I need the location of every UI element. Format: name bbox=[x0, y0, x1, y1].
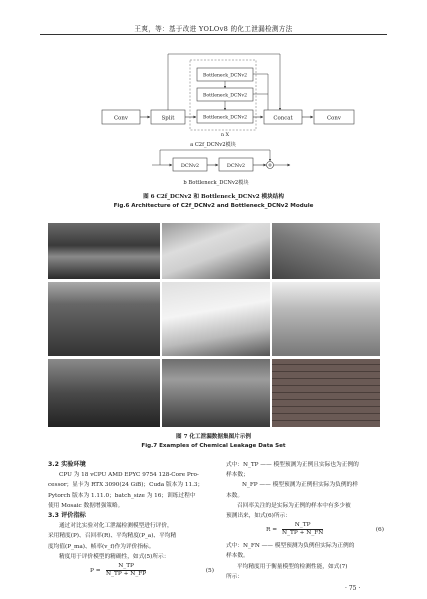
leak-photo-2 bbox=[162, 223, 270, 279]
fig6-caption-zh: 图 6 C2f_DCNv2 和 Bottleneck_DCNv2 模块结构 bbox=[143, 194, 284, 200]
equation-6 bbox=[226, 521, 386, 541]
dcn-label-1: DCNv2 bbox=[180, 163, 200, 169]
leak-photo-4 bbox=[48, 282, 160, 356]
eq6-lhs: R = bbox=[266, 527, 278, 534]
eval-line-3: 度均值(P_ma)、帧率(v_f)作为评价指标。 bbox=[48, 543, 155, 550]
eq5-lhs: P = bbox=[90, 568, 101, 575]
eq6-numerator: N_TP bbox=[282, 522, 323, 530]
eval-line-4: 精度用于评价模型的精确性，如式(5)所示： bbox=[59, 553, 170, 560]
left-column bbox=[48, 460, 216, 582]
leak-photo-7 bbox=[48, 359, 160, 427]
eq6-denominator: N_TP + N_FN bbox=[282, 530, 324, 537]
bottleneck-label-3: Bottleneck_DCNv2 bbox=[202, 115, 248, 121]
eq5-denominator: N_TP + N_FP bbox=[106, 571, 147, 578]
concat-label: Concat bbox=[273, 115, 293, 122]
rc-line-5: 召回率关注的是实际为正例的样本中有多少被 bbox=[237, 502, 351, 509]
header-rule bbox=[40, 34, 387, 35]
rc-line-10: 所示： bbox=[226, 573, 244, 580]
eq6-number: (6) bbox=[375, 527, 384, 534]
bottleneck-label-1: Bottleneck_DCNv2 bbox=[202, 73, 248, 79]
rc-line-4: 本数。 bbox=[226, 492, 244, 499]
env-line-3: Pytorch 版本为 1.11.0；batch_size 为 16；训练过程中 bbox=[48, 492, 196, 499]
eq5-fraction bbox=[106, 563, 146, 578]
right-column bbox=[226, 460, 386, 582]
leak-photo-1 bbox=[48, 223, 160, 279]
fig7-caption-zh: 图 7 化工泄漏数据集图片示例 bbox=[176, 434, 251, 440]
equation-5 bbox=[48, 562, 216, 582]
env-line-2: cessor；显卡为 RTX 3090(24 GiB)；Cuda 版本为 11.3； bbox=[48, 482, 204, 489]
eval-line-1: 通过对比实验对化工泄漏检测模型进行评价， bbox=[59, 523, 173, 530]
fig7-caption-en: Fig.7 Examples of Chemical Leakage Data Set bbox=[141, 443, 286, 449]
repeat-label: n X bbox=[220, 133, 230, 138]
rc-line-9: 平均精度用于衡量模型的检测性能，如式(7) bbox=[237, 563, 348, 570]
eval-line-2: 采用精度(P)、召回率(R)、平均精度(P_a)、平均精 bbox=[48, 533, 177, 540]
rc-line-2: 样本数； bbox=[226, 472, 249, 479]
leak-photo-6 bbox=[272, 282, 380, 356]
sublabel-a: a C2f_DCNv2模块 bbox=[190, 142, 236, 148]
env-line-4: 使用 Mosaic 数据增强策略。 bbox=[48, 502, 124, 509]
conv-right-label: Conv bbox=[327, 115, 341, 122]
leak-photo-8 bbox=[162, 359, 270, 427]
eq5-numerator: N_TP bbox=[106, 563, 146, 571]
leak-photo-5 bbox=[162, 282, 270, 356]
leak-photo-9 bbox=[272, 359, 380, 427]
rc-line-7: 式中：N_FN —— 模型预测为负例但实际为正例的 bbox=[226, 543, 355, 550]
split-label: Split bbox=[161, 115, 175, 122]
conv-left-label: Conv bbox=[114, 115, 128, 122]
rc-line-6: 预测出来，如式(6)所示： bbox=[226, 513, 291, 520]
sublabel-b: b Bottleneck_DCNv2模块 bbox=[183, 180, 249, 186]
rc-line-3: N_FP —— 模型预测为正例但实际为负例的样 bbox=[242, 482, 358, 489]
section-3-2-title: 3.2 实验环境 bbox=[48, 461, 86, 468]
env-line-1: CPU 为 18 vCPU AMD EPYC 9754 128-Core Pro- bbox=[59, 472, 199, 479]
figure6-diagram bbox=[0, 40, 427, 200]
eq5-number: (5) bbox=[205, 568, 214, 575]
rc-line-1: 式中：N_TP —— 模型预测为正例且实际也为正例的 bbox=[226, 462, 359, 468]
rc-line-8: 样本数。 bbox=[226, 553, 249, 560]
section-3-3-title: 3.3 评价指标 bbox=[48, 512, 86, 520]
leak-photo-3 bbox=[272, 223, 380, 279]
page-number: · 75 · bbox=[345, 585, 361, 592]
eq6-fraction bbox=[282, 522, 323, 537]
fig6-caption-en: Fig.6 Architecture of C2f_DCNv2 and Bottleneck_DCNv2 Module bbox=[113, 203, 314, 209]
running-header: 王爽，等：基于改进 YOLOv8 的化工泄漏检测方法 bbox=[134, 25, 293, 33]
dcn-label-2: DCNv2 bbox=[226, 163, 246, 169]
bottleneck-label-2: Bottleneck_DCNv2 bbox=[202, 93, 248, 99]
